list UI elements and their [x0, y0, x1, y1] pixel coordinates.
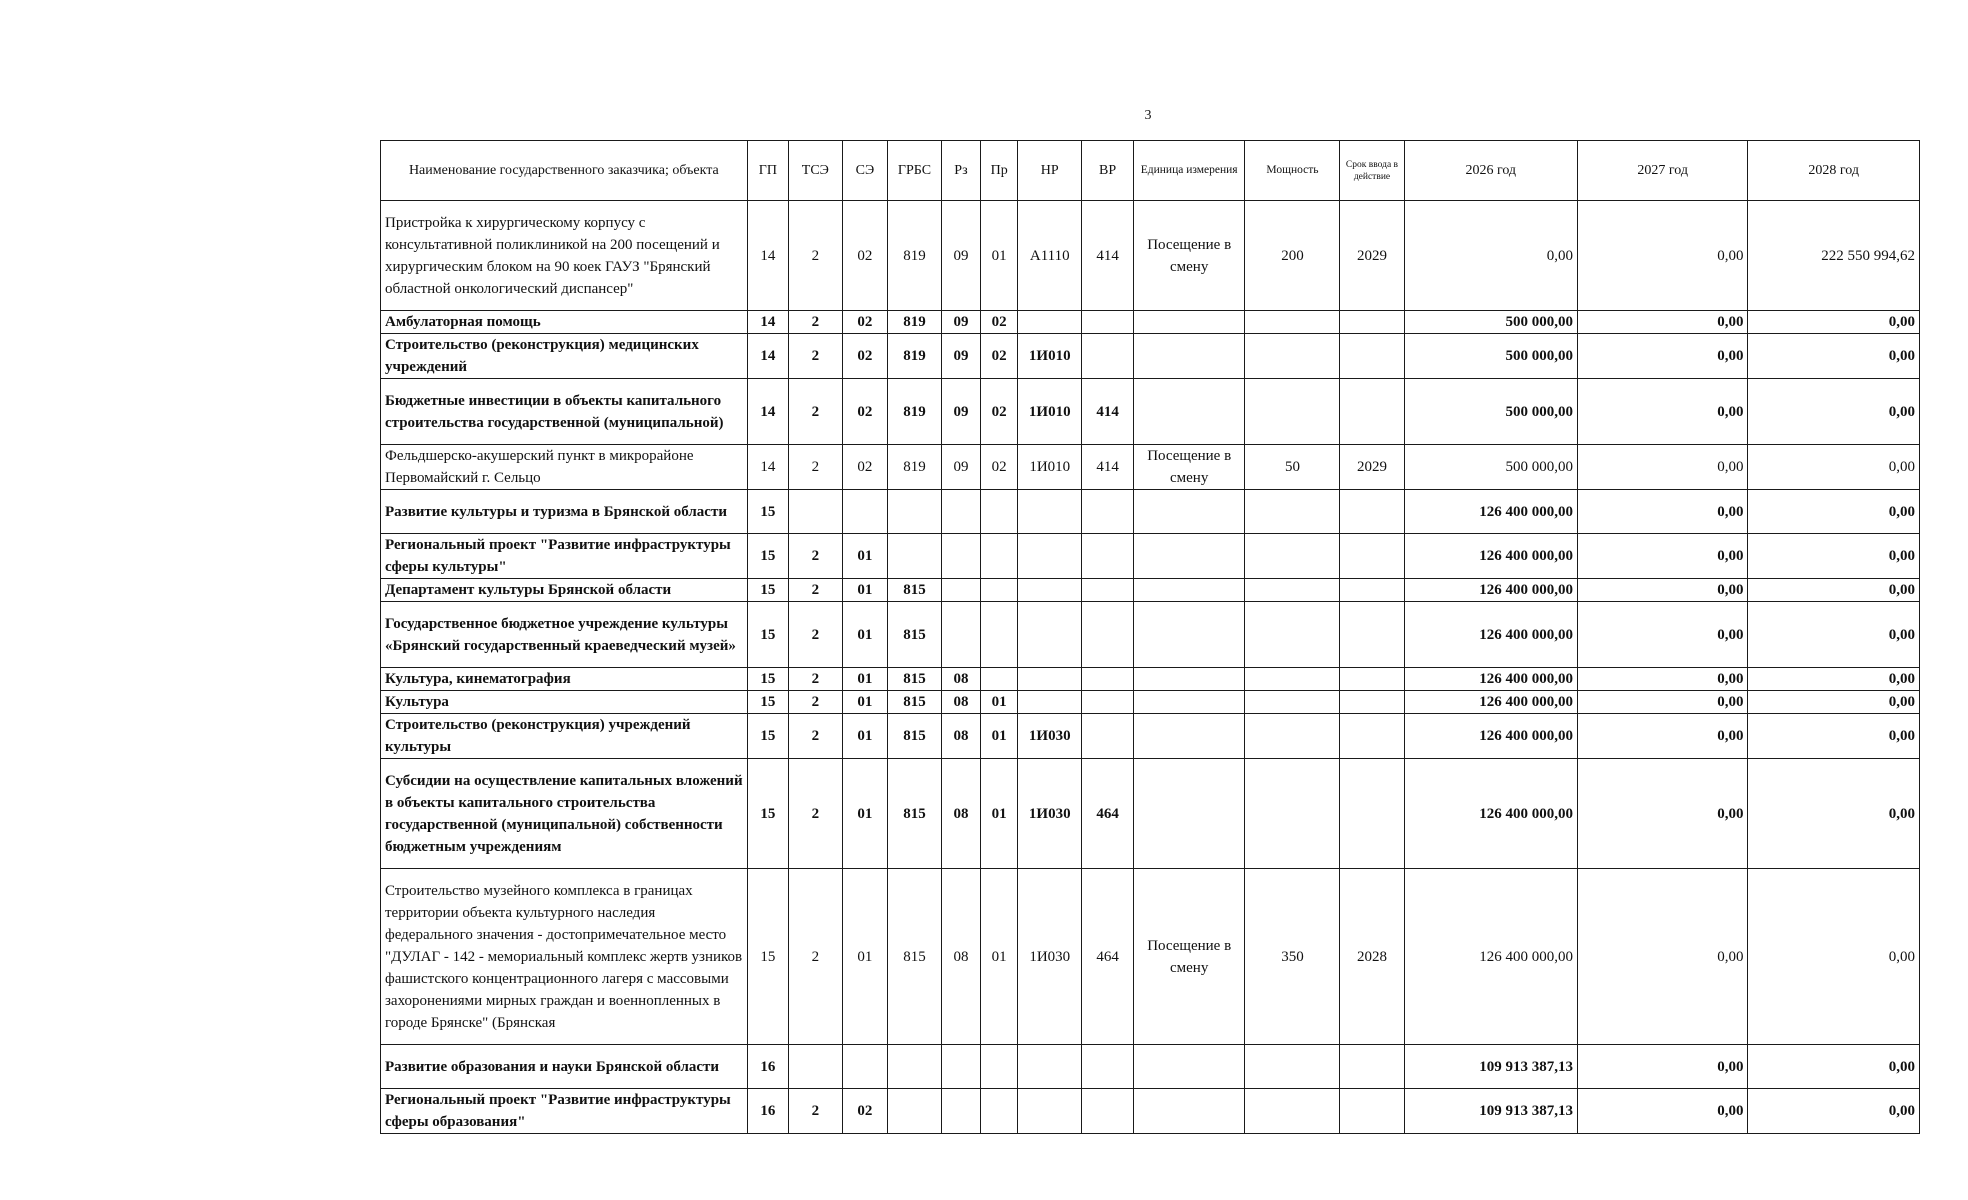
- pr-cell: [981, 668, 1018, 691]
- row-name-cell: Региональный проект "Развитие инфраструктуры сферы культуры": [381, 534, 748, 579]
- grbs-cell: 815: [888, 759, 942, 869]
- vr-cell: 414: [1082, 379, 1134, 445]
- power-cell: [1245, 379, 1340, 445]
- table-row: [381, 602, 1920, 668]
- tse-cell: 2: [788, 691, 842, 714]
- gp-cell: 15: [747, 490, 788, 534]
- rz-cell: [941, 1089, 980, 1134]
- se-cell: 01: [842, 714, 887, 759]
- vr-cell: [1082, 602, 1134, 668]
- se-cell: 01: [842, 534, 887, 579]
- col-header-name: Наименование государственного заказчика; объекта: [381, 141, 748, 201]
- commission-year-cell: 2029: [1340, 201, 1404, 311]
- amount-2026-cell: 500 000,00: [1404, 445, 1578, 490]
- unit-cell: [1133, 691, 1245, 714]
- nr-cell: 1И010: [1018, 334, 1082, 379]
- commission-year-cell: [1340, 1045, 1404, 1089]
- amount-2026-cell: 126 400 000,00: [1404, 759, 1578, 869]
- rz-cell: [941, 1045, 980, 1089]
- rz-cell: 09: [941, 334, 980, 379]
- amount-2028-cell: 0,00: [1748, 602, 1920, 668]
- se-cell: [842, 1045, 887, 1089]
- amount-2028-cell: 0,00: [1748, 759, 1920, 869]
- table-body: [381, 201, 1920, 1134]
- nr-cell: 1И010: [1018, 379, 1082, 445]
- nr-cell: А1110: [1018, 201, 1082, 311]
- commission-year-cell: 2028: [1340, 869, 1404, 1045]
- grbs-cell: 819: [888, 334, 942, 379]
- gp-cell: 15: [747, 759, 788, 869]
- grbs-cell: 815: [888, 714, 942, 759]
- col-header-2026: 2026 год: [1404, 141, 1578, 201]
- grbs-cell: [888, 490, 942, 534]
- pr-cell: 01: [981, 714, 1018, 759]
- col-header-nr: НР: [1018, 141, 1082, 201]
- col-header-gp: ГП: [747, 141, 788, 201]
- nr-cell: 1И030: [1018, 869, 1082, 1045]
- unit-cell: [1133, 379, 1245, 445]
- se-cell: 02: [842, 201, 887, 311]
- pr-cell: 02: [981, 311, 1018, 334]
- col-header-se: СЭ: [842, 141, 887, 201]
- amount-2028-cell: 0,00: [1748, 668, 1920, 691]
- pr-cell: 02: [981, 445, 1018, 490]
- amount-2026-cell: 126 400 000,00: [1404, 602, 1578, 668]
- commission-year-cell: [1340, 334, 1404, 379]
- gp-cell: 14: [747, 201, 788, 311]
- commission-year-cell: [1340, 534, 1404, 579]
- amount-2028-cell: 0,00: [1748, 379, 1920, 445]
- col-header-vr: ВР: [1082, 141, 1134, 201]
- gp-cell: 15: [747, 668, 788, 691]
- amount-2028-cell: 0,00: [1748, 445, 1920, 490]
- amount-2026-cell: 0,00: [1404, 201, 1578, 311]
- rz-cell: 08: [941, 714, 980, 759]
- row-name-cell: Строительство (реконструкция) медицинских учреждений: [381, 334, 748, 379]
- tse-cell: 2: [788, 869, 842, 1045]
- grbs-cell: 819: [888, 445, 942, 490]
- table-row: [381, 714, 1920, 759]
- amount-2027-cell: 0,00: [1578, 668, 1748, 691]
- unit-cell: [1133, 759, 1245, 869]
- vr-cell: [1082, 490, 1134, 534]
- table-row: [381, 668, 1920, 691]
- gp-cell: 16: [747, 1045, 788, 1089]
- pr-cell: [981, 534, 1018, 579]
- tse-cell: 2: [788, 668, 842, 691]
- table-row: [381, 379, 1920, 445]
- gp-cell: 15: [747, 534, 788, 579]
- unit-cell: Посещение в смену: [1133, 445, 1245, 490]
- row-name-cell: Культура, кинематография: [381, 668, 748, 691]
- nr-cell: 1И030: [1018, 759, 1082, 869]
- unit-cell: [1133, 334, 1245, 379]
- gp-cell: 14: [747, 379, 788, 445]
- col-header-tse: ТСЭ: [788, 141, 842, 201]
- vr-cell: [1082, 311, 1134, 334]
- amount-2028-cell: 0,00: [1748, 1089, 1920, 1134]
- pr-cell: 02: [981, 379, 1018, 445]
- amount-2027-cell: 0,00: [1578, 1089, 1748, 1134]
- pr-cell: 01: [981, 759, 1018, 869]
- commission-year-cell: [1340, 311, 1404, 334]
- amount-2028-cell: 222 550 994,62: [1748, 201, 1920, 311]
- amount-2027-cell: 0,00: [1578, 379, 1748, 445]
- vr-cell: [1082, 579, 1134, 602]
- row-name-cell: Фельдшерско-акушерский пункт в микрорайоне Первомайский г. Сельцо: [381, 445, 748, 490]
- row-name-cell: Субсидии на осуществление капитальных вложений в объекты капитального строительства государственной (муниципальной) собственности бюджетным учреждениям: [381, 759, 748, 869]
- grbs-cell: 815: [888, 691, 942, 714]
- grbs-cell: 819: [888, 201, 942, 311]
- row-name-cell: Строительство музейного комплекса в границах территории объекта культурного наследия федерального значения - достопримечательное место "ДУЛАГ - 142 - мемориальный комплекс жертв узников фашистского концентрационного лагеря с массовыми захоронениями мирных граждан и военнопленных в городе Брянске" (Брянская: [381, 869, 748, 1045]
- unit-cell: Посещение в смену: [1133, 869, 1245, 1045]
- nr-cell: [1018, 602, 1082, 668]
- nr-cell: [1018, 534, 1082, 579]
- rz-cell: 09: [941, 311, 980, 334]
- amount-2026-cell: 126 400 000,00: [1404, 668, 1578, 691]
- table-row: [381, 445, 1920, 490]
- budget-table: [380, 140, 1920, 1134]
- row-name-cell: Государственное бюджетное учреждение культуры «Брянский государственный краеведческий музей»: [381, 602, 748, 668]
- tse-cell: 2: [788, 602, 842, 668]
- amount-2026-cell: 126 400 000,00: [1404, 714, 1578, 759]
- rz-cell: 08: [941, 869, 980, 1045]
- gp-cell: 14: [747, 311, 788, 334]
- table-row: [381, 759, 1920, 869]
- row-name-cell: Строительство (реконструкция) учреждений культуры: [381, 714, 748, 759]
- vr-cell: [1082, 534, 1134, 579]
- vr-cell: [1082, 714, 1134, 759]
- unit-cell: Посещение в смену: [1133, 201, 1245, 311]
- col-header-rz: Рз: [941, 141, 980, 201]
- amount-2028-cell: 0,00: [1748, 311, 1920, 334]
- amount-2027-cell: 0,00: [1578, 691, 1748, 714]
- amount-2026-cell: 500 000,00: [1404, 311, 1578, 334]
- rz-cell: [941, 579, 980, 602]
- rz-cell: 09: [941, 445, 980, 490]
- amount-2028-cell: 0,00: [1748, 691, 1920, 714]
- vr-cell: 464: [1082, 759, 1134, 869]
- commission-year-cell: [1340, 579, 1404, 602]
- commission-year-cell: 2029: [1340, 445, 1404, 490]
- se-cell: 01: [842, 579, 887, 602]
- se-cell: 01: [842, 668, 887, 691]
- pr-cell: [981, 602, 1018, 668]
- amount-2028-cell: 0,00: [1748, 334, 1920, 379]
- rz-cell: [941, 490, 980, 534]
- commission-year-cell: [1340, 668, 1404, 691]
- gp-cell: 15: [747, 691, 788, 714]
- tse-cell: 2: [788, 311, 842, 334]
- gp-cell: 15: [747, 869, 788, 1045]
- power-cell: [1245, 579, 1340, 602]
- col-header-2027: 2027 год: [1578, 141, 1748, 201]
- table-header-row: [381, 141, 1920, 201]
- table-row: [381, 334, 1920, 379]
- table-row: [381, 311, 1920, 334]
- gp-cell: 15: [747, 579, 788, 602]
- row-name-cell: Развитие культуры и туризма в Брянской области: [381, 490, 748, 534]
- table-row: [381, 201, 1920, 311]
- power-cell: [1245, 602, 1340, 668]
- col-header-pr: Пр: [981, 141, 1018, 201]
- tse-cell: 2: [788, 534, 842, 579]
- vr-cell: [1082, 334, 1134, 379]
- grbs-cell: 815: [888, 602, 942, 668]
- nr-cell: [1018, 1045, 1082, 1089]
- amount-2026-cell: 126 400 000,00: [1404, 691, 1578, 714]
- page-number: 3: [1144, 108, 1152, 123]
- unit-cell: [1133, 602, 1245, 668]
- unit-cell: [1133, 1045, 1245, 1089]
- grbs-cell: 815: [888, 579, 942, 602]
- amount-2026-cell: 126 400 000,00: [1404, 534, 1578, 579]
- unit-cell: [1133, 714, 1245, 759]
- tse-cell: 2: [788, 1089, 842, 1134]
- power-cell: [1245, 668, 1340, 691]
- nr-cell: [1018, 1089, 1082, 1134]
- col-header-commission-year: Срок ввода в действие: [1340, 141, 1404, 201]
- nr-cell: [1018, 691, 1082, 714]
- unit-cell: [1133, 490, 1245, 534]
- rz-cell: 08: [941, 668, 980, 691]
- col-header-unit: Единица измерения: [1133, 141, 1245, 201]
- col-header-power: Мощность: [1245, 141, 1340, 201]
- commission-year-cell: [1340, 1089, 1404, 1134]
- amount-2027-cell: 0,00: [1578, 579, 1748, 602]
- row-name-cell: Бюджетные инвестиции в объекты капитального строительства государственной (муниципальной): [381, 379, 748, 445]
- se-cell: [842, 490, 887, 534]
- vr-cell: [1082, 1045, 1134, 1089]
- commission-year-cell: [1340, 379, 1404, 445]
- grbs-cell: 815: [888, 869, 942, 1045]
- commission-year-cell: [1340, 714, 1404, 759]
- gp-cell: 14: [747, 334, 788, 379]
- nr-cell: 1И010: [1018, 445, 1082, 490]
- pr-cell: [981, 490, 1018, 534]
- nr-cell: [1018, 579, 1082, 602]
- power-cell: [1245, 691, 1340, 714]
- pr-cell: 01: [981, 691, 1018, 714]
- pr-cell: [981, 1045, 1018, 1089]
- power-cell: [1245, 490, 1340, 534]
- pr-cell: 01: [981, 869, 1018, 1045]
- se-cell: 02: [842, 311, 887, 334]
- commission-year-cell: [1340, 602, 1404, 668]
- amount-2027-cell: 0,00: [1578, 869, 1748, 1045]
- rz-cell: [941, 602, 980, 668]
- row-name-cell: Пристройка к хирургическому корпусу с консультативной поликлиникой на 200 посещений и хирургическим блоком на 90 коек ГАУЗ "Брянский областной онкологический диспансер": [381, 201, 748, 311]
- unit-cell: [1133, 1089, 1245, 1134]
- amount-2028-cell: 0,00: [1748, 579, 1920, 602]
- row-name-cell: Амбулаторная помощь: [381, 311, 748, 334]
- amount-2027-cell: 0,00: [1578, 602, 1748, 668]
- amount-2027-cell: 0,00: [1578, 1045, 1748, 1089]
- amount-2027-cell: 0,00: [1578, 490, 1748, 534]
- amount-2027-cell: 0,00: [1578, 445, 1748, 490]
- table-row: [381, 691, 1920, 714]
- gp-cell: 16: [747, 1089, 788, 1134]
- grbs-cell: [888, 534, 942, 579]
- amount-2028-cell: 0,00: [1748, 869, 1920, 1045]
- amount-2026-cell: 500 000,00: [1404, 379, 1578, 445]
- nr-cell: [1018, 490, 1082, 534]
- rz-cell: 09: [941, 201, 980, 311]
- amount-2028-cell: 0,00: [1748, 1045, 1920, 1089]
- se-cell: 01: [842, 869, 887, 1045]
- rz-cell: [941, 534, 980, 579]
- amount-2028-cell: 0,00: [1748, 534, 1920, 579]
- amount-2027-cell: 0,00: [1578, 311, 1748, 334]
- amount-2027-cell: 0,00: [1578, 201, 1748, 311]
- power-cell: [1245, 334, 1340, 379]
- unit-cell: [1133, 534, 1245, 579]
- tse-cell: 2: [788, 379, 842, 445]
- power-cell: [1245, 1089, 1340, 1134]
- tse-cell: [788, 490, 842, 534]
- amount-2028-cell: 0,00: [1748, 714, 1920, 759]
- vr-cell: [1082, 668, 1134, 691]
- table-row: [381, 490, 1920, 534]
- unit-cell: [1133, 668, 1245, 691]
- table-row: [381, 534, 1920, 579]
- power-cell: [1245, 714, 1340, 759]
- power-cell: [1245, 311, 1340, 334]
- grbs-cell: 819: [888, 311, 942, 334]
- gp-cell: 15: [747, 602, 788, 668]
- power-cell: 50: [1245, 445, 1340, 490]
- se-cell: 02: [842, 334, 887, 379]
- gp-cell: 14: [747, 445, 788, 490]
- se-cell: 02: [842, 379, 887, 445]
- amount-2026-cell: 126 400 000,00: [1404, 579, 1578, 602]
- rz-cell: 08: [941, 691, 980, 714]
- unit-cell: [1133, 311, 1245, 334]
- commission-year-cell: [1340, 691, 1404, 714]
- row-name-cell: Региональный проект "Развитие инфраструктуры сферы образования": [381, 1089, 748, 1134]
- amount-2026-cell: 126 400 000,00: [1404, 869, 1578, 1045]
- amount-2026-cell: 109 913 387,13: [1404, 1045, 1578, 1089]
- power-cell: [1245, 534, 1340, 579]
- pr-cell: 02: [981, 334, 1018, 379]
- unit-cell: [1133, 579, 1245, 602]
- pr-cell: [981, 579, 1018, 602]
- vr-cell: 464: [1082, 869, 1134, 1045]
- grbs-cell: 815: [888, 668, 942, 691]
- grbs-cell: [888, 1045, 942, 1089]
- col-header-2028: 2028 год: [1748, 141, 1920, 201]
- power-cell: 350: [1245, 869, 1340, 1045]
- se-cell: 01: [842, 691, 887, 714]
- row-name-cell: Департамент культуры Брянской области: [381, 579, 748, 602]
- row-name-cell: Культура: [381, 691, 748, 714]
- amount-2027-cell: 0,00: [1578, 759, 1748, 869]
- se-cell: 02: [842, 445, 887, 490]
- se-cell: 01: [842, 602, 887, 668]
- table-row: [381, 869, 1920, 1045]
- gp-cell: 15: [747, 714, 788, 759]
- tse-cell: 2: [788, 201, 842, 311]
- grbs-cell: [888, 1089, 942, 1134]
- table-row: [381, 1089, 1920, 1134]
- amount-2026-cell: 109 913 387,13: [1404, 1089, 1578, 1134]
- nr-cell: [1018, 311, 1082, 334]
- power-cell: [1245, 1045, 1340, 1089]
- amount-2027-cell: 0,00: [1578, 334, 1748, 379]
- amount-2028-cell: 0,00: [1748, 490, 1920, 534]
- table-row: [381, 1045, 1920, 1089]
- commission-year-cell: [1340, 490, 1404, 534]
- vr-cell: [1082, 1089, 1134, 1134]
- nr-cell: [1018, 668, 1082, 691]
- commission-year-cell: [1340, 759, 1404, 869]
- table-row: [381, 579, 1920, 602]
- se-cell: 01: [842, 759, 887, 869]
- vr-cell: [1082, 691, 1134, 714]
- vr-cell: 414: [1082, 445, 1134, 490]
- amount-2026-cell: 126 400 000,00: [1404, 490, 1578, 534]
- vr-cell: 414: [1082, 201, 1134, 311]
- amount-2027-cell: 0,00: [1578, 714, 1748, 759]
- power-cell: [1245, 759, 1340, 869]
- amount-2027-cell: 0,00: [1578, 534, 1748, 579]
- row-name-cell: Развитие образования и науки Брянской области: [381, 1045, 748, 1089]
- pr-cell: [981, 1089, 1018, 1134]
- col-header-grbs: ГРБС: [888, 141, 942, 201]
- tse-cell: 2: [788, 579, 842, 602]
- tse-cell: [788, 1045, 842, 1089]
- tse-cell: 2: [788, 334, 842, 379]
- rz-cell: 08: [941, 759, 980, 869]
- tse-cell: 2: [788, 445, 842, 490]
- nr-cell: 1И030: [1018, 714, 1082, 759]
- se-cell: 02: [842, 1089, 887, 1134]
- rz-cell: 09: [941, 379, 980, 445]
- power-cell: 200: [1245, 201, 1340, 311]
- pr-cell: 01: [981, 201, 1018, 311]
- grbs-cell: 819: [888, 379, 942, 445]
- tse-cell: 2: [788, 714, 842, 759]
- tse-cell: 2: [788, 759, 842, 869]
- amount-2026-cell: 500 000,00: [1404, 334, 1578, 379]
